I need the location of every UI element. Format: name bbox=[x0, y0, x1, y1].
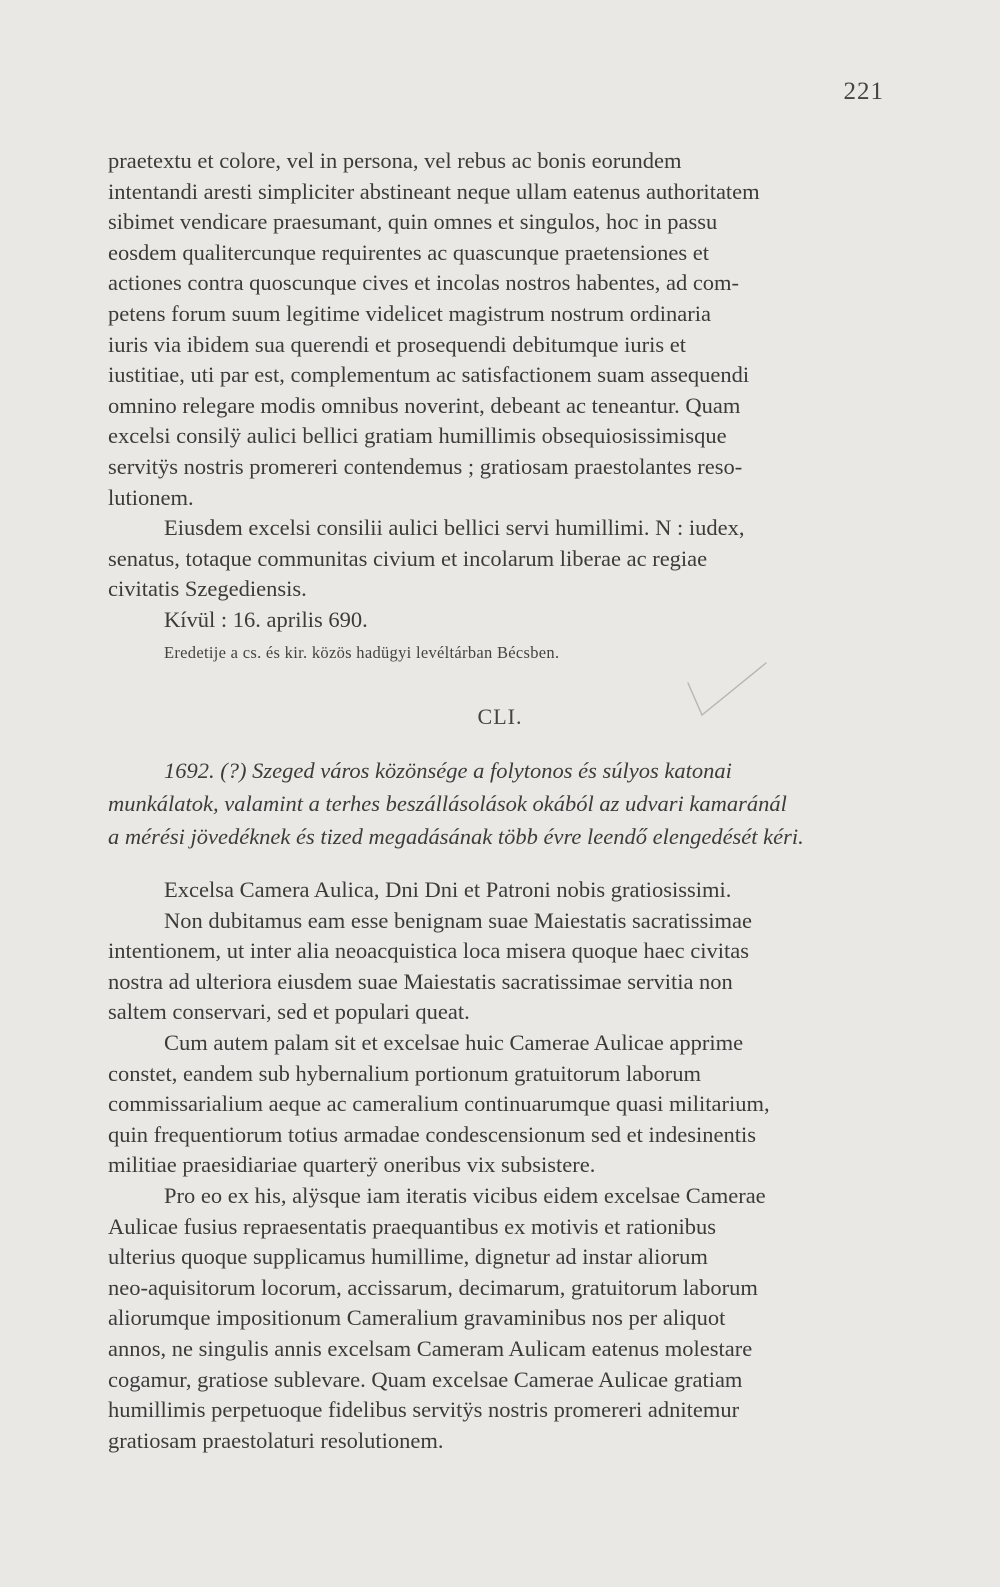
paragraph-line: saltem conservari, sed et populari queat. bbox=[108, 999, 470, 1025]
paragraph-line: ulterius quoque supplicamus humillime, dignetur ad instar aliorum bbox=[108, 1244, 708, 1270]
page-number: 221 bbox=[843, 78, 884, 105]
salutation: Excelsa Camera Aulica, Dni Dni et Patroni nobis gratiosissimi. bbox=[164, 877, 732, 902]
paragraph-line: Pro eo ex his, alÿsque iam iteratis vicibus eidem excelsae Camerae bbox=[164, 1182, 766, 1208]
summary-line: munkálatok, valamint a terhes beszállásolások okából az udvari kamaránál bbox=[108, 791, 787, 816]
paragraph-line: constet, eandem sub hybernalium portionum gratuitorum laborum bbox=[108, 1060, 701, 1086]
paragraph-line: militiae praesidiariae quarterÿ oneribus vix subsistere. bbox=[108, 1152, 596, 1178]
paragraph-line: Aulicae fusius repraesentatis praequantibus ex motivis et rationibus bbox=[108, 1213, 716, 1239]
paragraph-line: omnino relegare modis omnibus noverint, debeant ac teneantur. Quam bbox=[108, 392, 741, 418]
paragraph-line: eosdem qualitercunque requirentes ac quascunque praetensiones et bbox=[108, 239, 710, 265]
paragraph-line: excelsi consilÿ aulici bellici gratiam humillimis obsequiosissimisque bbox=[108, 423, 727, 449]
document-summary bbox=[108, 754, 898, 853]
paragraph-line: cogamur, gratiose sublevare. Quam excelsae Camerae Aulicae gratiam bbox=[108, 1366, 743, 1392]
paragraph-line: intentionem, ut inter alia neoacquistica loca misera quoque haec civitas bbox=[108, 938, 750, 964]
paragraph-line: quin frequentiorum totius armadae condescensionum sed et indesinentis bbox=[108, 1121, 756, 1147]
endorsement: Kívül : 16. aprilis 690. bbox=[164, 606, 368, 632]
paragraph-line: Cum autem palam sit et excelsae huic Camerae Aulicae apprime bbox=[164, 1029, 744, 1055]
paragraph-line: actiones contra quoscunque cives et incolas nostros habentes, ad com- bbox=[108, 270, 740, 296]
letter-body bbox=[108, 875, 898, 1456]
paragraph-line: neo-aquisitorum locorum, accissarum, decimarum, gratuitorum laborum bbox=[108, 1274, 758, 1300]
document-number: CLI. bbox=[477, 704, 523, 729]
paragraph-line: commissarialium aeque ac cameralium continuarumque quasi militarium, bbox=[108, 1091, 770, 1117]
signature-line: senatus, totaque communitas civium et incolarum liberae ac regiae bbox=[108, 545, 708, 571]
paragraph-line: humillimis perpetuoque fidelibus servitÿs nostris promereri adnitemur bbox=[108, 1397, 740, 1423]
paragraph-line: Non dubitamus eam esse benignam suae Maiestatis sacratissimae bbox=[164, 907, 752, 933]
signature-line: civitatis Szegediensis. bbox=[108, 576, 307, 602]
paragraph-line: gratiosam praestolaturi resolutionem. bbox=[108, 1427, 444, 1453]
paragraph-line: intentandi aresti simpliciter abstineant neque ullam eatenus authoritatem bbox=[108, 178, 760, 204]
paragraph-line: servitÿs nostris promereri contendemus ; gratiosam praestolantes reso- bbox=[108, 453, 743, 479]
paragraph-line: petens forum suum legitime videlicet magistrum nostrum ordinaria bbox=[108, 300, 711, 326]
paragraph-line: iuris via ibidem sua querendi et prosequendi debitumque iuris et bbox=[108, 331, 686, 357]
summary-line: 1692. (?) Szeged város közönsége a folytonos és súlyos katonai bbox=[164, 758, 732, 783]
paragraph-line: sibimet vendicare praesumant, quin omnes et singulos, hoc in passu bbox=[108, 209, 718, 235]
paragraph-line: annos, ne singulis annis excelsam Cameram Aulicam eatenus molestare bbox=[108, 1335, 753, 1361]
paragraph-line: praetextu et colore, vel in persona, vel rebus ac bonis eorundem bbox=[108, 148, 682, 173]
paragraph-line: iustitiae, uti par est, complementum ac satisfactionem suam assequendi bbox=[108, 362, 750, 388]
paragraph-line: nostra ad ulteriora eiusdem suae Maiestatis sacratissimae servitia non bbox=[108, 968, 733, 994]
paragraph-line: lutionem. bbox=[108, 484, 194, 510]
summary-line: a mérési jövedéknek és tized megadásának több évre leendő elengedését kéri. bbox=[108, 824, 804, 849]
archive-note: Eredetije a cs. és kir. közös hadügyi levéltárban Bécsben. bbox=[164, 643, 560, 662]
signature-line: Eiusdem excelsi consilii aulici bellici servi humillimi. N : iudex, bbox=[164, 515, 745, 541]
letter-continuation bbox=[108, 146, 898, 636]
paragraph-line: aliorumque impositionum Cameralium gravaminibus nos per aliquot bbox=[108, 1305, 726, 1331]
